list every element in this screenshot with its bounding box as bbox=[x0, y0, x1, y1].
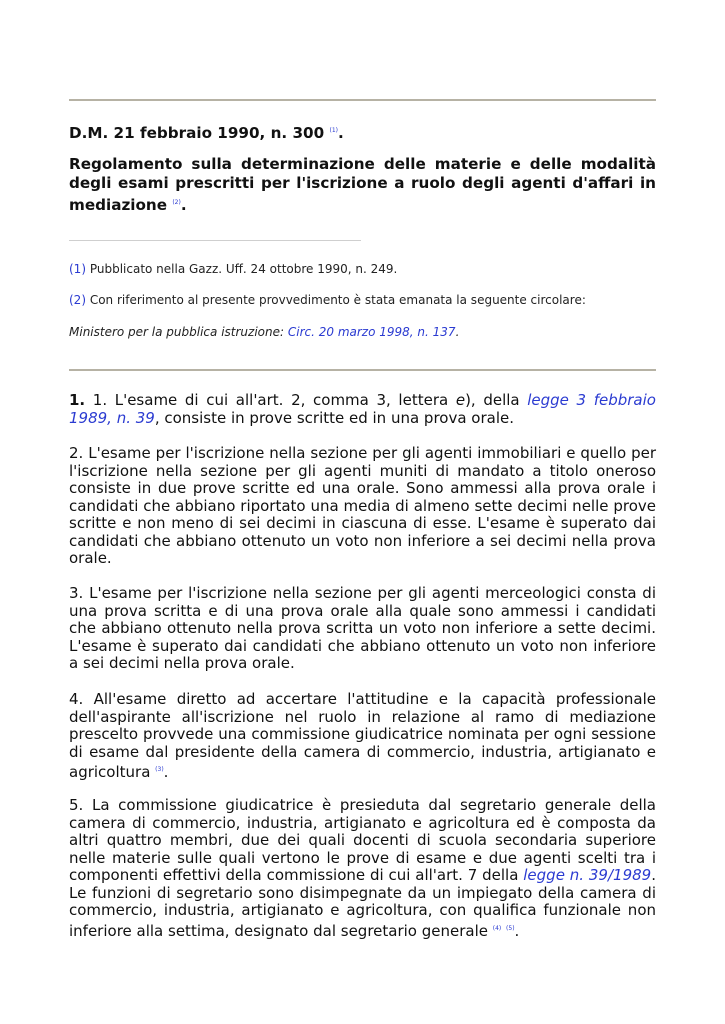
footnote-ref-4[interactable]: (4) bbox=[492, 924, 502, 932]
page-title: D.M. 21 febbraio 1990, n. 300 $^{(1)}$. bbox=[69, 124, 344, 142]
article-1-paragraph-4: 4. All'esame diretto ad accertare l'attitudine e la capacità professionale dell'aspirante all'iscrizione nel ruolo in relazione al ramo di mediazione prescelto provvede una commissione giudicatrice nominata per ogni sessione di esame dal presidente della camera di commercio, industria, artigianato e agricoltura $^{(3)}$. bbox=[69, 690, 656, 781]
article-1-paragraph-3: 3. L'esame per l'iscrizione nella sezione per gli agenti merceologici consta di una prova scritta e di una prova orale alla quale sono ammessi i candidati che abbiano ottenuto nella prova scritta un voto non inferiore a sette decimi. L'esame è superato dai candidati che abbiano ottenuto un voto non inferiore a sei decimi nella prova orale. bbox=[69, 584, 656, 672]
footnote-1 bbox=[69, 261, 656, 277]
paragraph-4-text: 4. All'esame diretto ad accertare l'attitudine e la capacità professionale dell'aspirante all'iscrizione nel ruolo in relazione al ramo di mediazione prescelto provvede una commissione giudicatrice nominata per ogni sessione di esame dal presidente della camera di commercio, industria, artigianato e agricoltura bbox=[69, 690, 656, 781]
article-1-paragraph-1 bbox=[69, 392, 656, 427]
article-1-paragraph-5: 5. La commissione giudicatrice è presieduta dal segretario generale della camera di commercio, industria, artigianato e agricoltura ed è composta da altri quattro membri, due dei quali docenti di scuola secondaria superiore nelle materie sulle quali vertono le prove di esame e due agenti scelti tra i componenti effettivi della commissione di cui all'art. 7 della legge n. 39/1989. Le funzioni di segretario sono disimpegnate da un impiegato della camera di commercio, industria, artigianato e agricoltura, con qualifica funzionale non inferiore alla settima, designato dal segretario generale $^{(4)}$ $^{(5)}$. bbox=[69, 796, 656, 940]
circular-reference: Ministero per la pubblica istruzione: Circ. 20 marzo 1998, n. 137. bbox=[69, 325, 460, 339]
footnote-2-text: Con riferimento al presente provvedimento è stata emanata la seguente circolare: bbox=[89, 293, 586, 307]
paragraph-1-text-a: 1. L'esame di cui all'art. 2, comma 3, lettera bbox=[92, 391, 449, 409]
footnote-ref-2[interactable]: (2) bbox=[172, 199, 181, 206]
paragraph-5-text-b: . Le funzioni di segretario sono disimpegnate da un impiegato della camera di commercio, industria, artigianato e agricoltura, con qualifica funzionale non inferiore alla settima, designato dal segretario generale bbox=[69, 866, 656, 940]
document-subtitle: Regolamento sulla determinazione delle materie e delle modalità degli esami prescritti per l'iscrizione a ruolo degli agenti d'affari in mediazione $^{(2)}$. bbox=[69, 155, 656, 214]
footnote-1-ref[interactable]: (1) bbox=[69, 262, 86, 276]
footnote-ref-3[interactable]: (3) bbox=[155, 766, 164, 773]
footnote-ref-1[interactable]: (1) bbox=[329, 127, 338, 134]
article-1-paragraph-2: 2. L'esame per l'iscrizione nella sezione per gli agenti immobiliari e quello per l'iscrizione nella sezione per gli agenti muniti di mandato a titolo oneroso consiste in due prove scritte ed una orale. Sono ammessi alla prova orale i candidati che abbiano riportato una media di almeno sette decimi nelle prove scritte e non meno di sei decimi in ciascuna di esse. L'esame è superato dai candidati che abbiano ottenuto un voto non inferiore a sei decimi nella prova orale. bbox=[69, 444, 656, 567]
law-link-1989-39[interactable]: legge 3 febbraio 1989, n. 39 bbox=[69, 391, 656, 427]
top-divider bbox=[69, 99, 656, 101]
article-number: 1. bbox=[69, 391, 86, 409]
footnote-ref-5[interactable]: (5) bbox=[506, 924, 515, 932]
law-link-39-1989[interactable]: legge n. 39/1989 bbox=[523, 866, 652, 884]
circular-prefix: Ministero per la pubblica istruzione: bbox=[69, 325, 285, 339]
footnote-2-ref[interactable]: (2) bbox=[69, 293, 86, 307]
footnote-1-text: Pubblicato nella Gazz. Uff. 24 ottobre 1990, n. 249. bbox=[89, 262, 398, 276]
paragraph-1-letter: e bbox=[455, 391, 466, 409]
circular-link[interactable]: Circ. 20 marzo 1998, n. 137 bbox=[287, 325, 456, 339]
paragraph-5-text-a: 5. La commissione giudicatrice è presieduta dal segretario generale della camera di commercio, industria, artigianato e agricoltura ed è composta da altri quattro membri, due dei quali docenti di scuola secondaria superiore nelle materie sulle quali vertono le prove di esame e due agenti scelti tra i componenti effettivi della commissione di cui all'art. 7 della bbox=[69, 796, 656, 884]
section-divider bbox=[69, 369, 656, 371]
footnote-divider bbox=[69, 240, 361, 241]
footnote-2 bbox=[69, 292, 656, 308]
paragraph-1-text-b: ), della bbox=[465, 391, 520, 409]
subtitle-text: Regolamento sulla determinazione delle materie e delle modalità degli esami prescritti per l'iscrizione a ruolo degli agenti d'affari in mediazione bbox=[69, 155, 656, 214]
title-text: D.M. 21 febbraio 1990, n. 300 bbox=[69, 124, 325, 142]
paragraph-1-text-c: , consiste in prove scritte ed in una prova orale. bbox=[154, 408, 515, 427]
